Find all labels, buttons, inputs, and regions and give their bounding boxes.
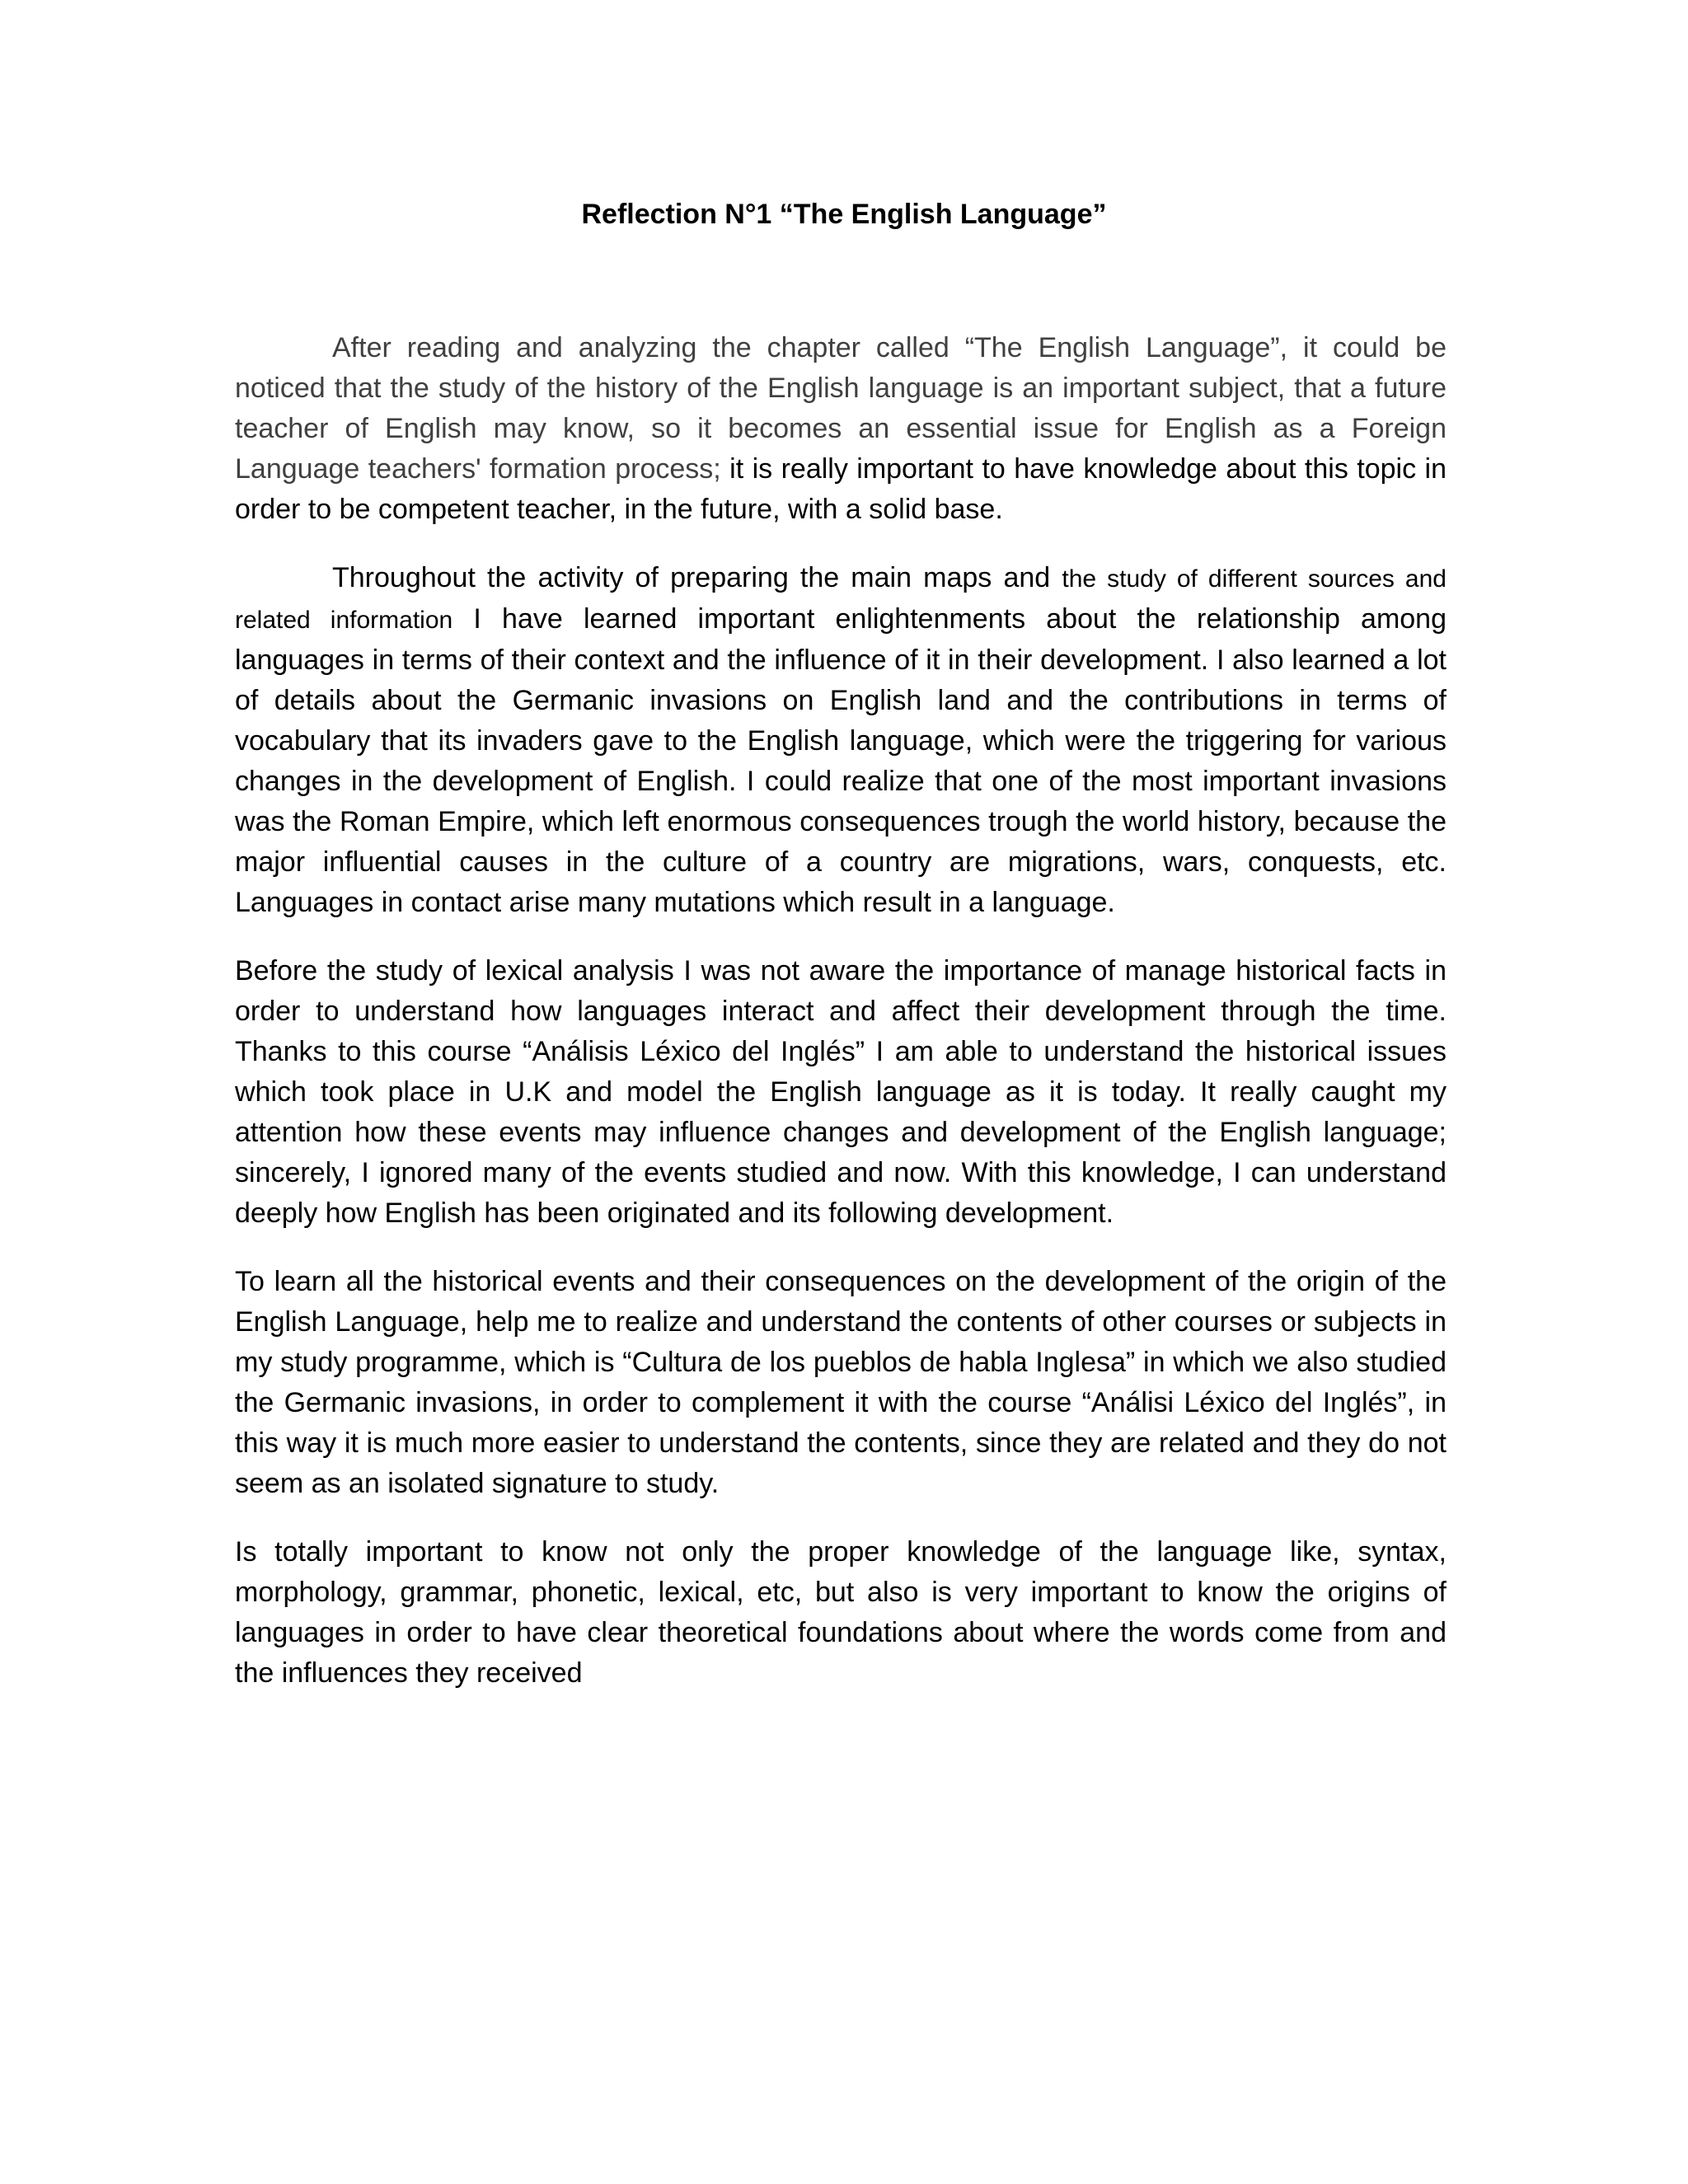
paragraph-2-start: Throughout the activity of preparing the main maps and bbox=[332, 562, 1062, 593]
paragraph-1-main: it is really important to have knowledge about this topic in order to be competent teacher, in the future, with a solid base. bbox=[235, 453, 1447, 525]
paragraph-2-small: the study of different sources and related information bbox=[235, 565, 1447, 634]
document-title: Reflection N°1 “The English Language” bbox=[581, 199, 1107, 230]
document-body bbox=[235, 328, 1447, 1722]
paragraph-2 bbox=[235, 558, 1447, 923]
paragraph-2-end: I have learned important enlightenments about the relationship among languages in terms of their context and the influence of it in their development. I also learned a lot of details about the Germanic invasions on English land and the contributions in terms of vocabulary that its invaders gave to the English language, which were the triggering for various changes in the development of English. I could realize that one of the most important invasions was the Roman Empire, which left enormous consequences trough the world history, because the major influential causes in the culture of a country are migrations, wars, conquests, etc. Languages in contact arise many mutations which result in a language. bbox=[235, 603, 1447, 918]
paragraph-3: Before the study of lexical analysis I was not aware the importance of manage historical facts in order to understand how languages interact and affect their development through the time. Thanks to this course “Análisis Léxico del Inglés” I am able to understand the historical issues which took place in U.K and model the English language as it is today. It really caught my attention how these events may influence changes and development of the English language; sincerely, I ignored many of the events studied and now. With this knowledge, I can understand deeply how English has been originated and its following development. bbox=[235, 955, 1447, 1229]
paragraph-1-intro: After reading and analyzing the chapter called “The English Language”, it could be noticed that the study of the history of the English language is an important subject, that a future teacher of English may know, so it becomes an essential issue for English as a Foreign Language teachers' formation process; bbox=[235, 332, 1447, 485]
paragraph-1 bbox=[235, 328, 1447, 530]
paragraph-5: Is totally important to know not only the proper knowledge of the language like, syntax, morphology, grammar, phonetic, lexical, etc, but also is very important to know the origins of languages in order to have clear theoretical foundations about where the words come from and the influences they received bbox=[235, 1536, 1447, 1689]
paragraph-4: To learn all the historical events and their consequences on the development of the origin of the English Language, help me to realize and understand the contents of other courses or subjects in my study programme, which is “Cultura de los pueblos de habla Inglesa” in which we also studied the Germanic invasions, in order to complement it with the course “Análisi Léxico del Inglés”, in this way it is much more easier to understand the contents, since they are related and they do not seem as an isolated signature to study. bbox=[235, 1266, 1447, 1499]
